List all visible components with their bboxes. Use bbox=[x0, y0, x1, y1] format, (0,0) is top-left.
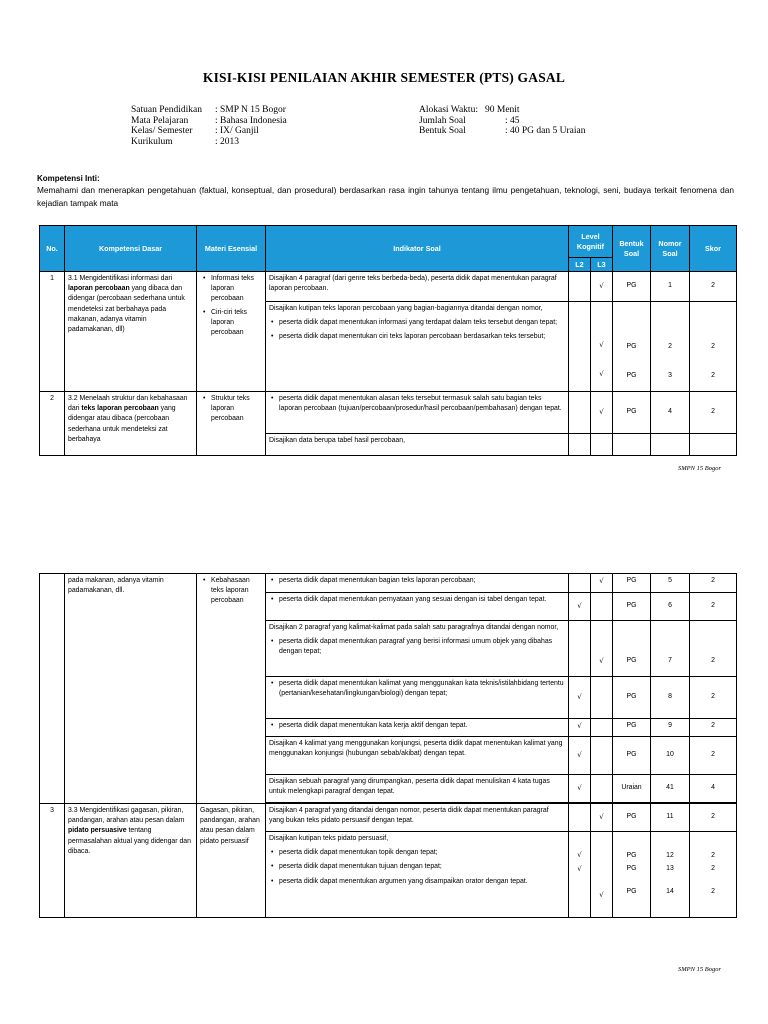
meta-value: 90 Menit bbox=[485, 105, 520, 115]
materi-cell: • Kebahasaan teks laporan percobaan bbox=[197, 574, 266, 804]
bentuk-cell: PG PG bbox=[613, 302, 651, 392]
meta-value: : 40 PG dan 5 Uraian bbox=[505, 126, 586, 137]
nomor-cell: 9 bbox=[651, 719, 690, 737]
check-mark: √ bbox=[569, 677, 591, 719]
bentuk-cell: PG bbox=[613, 804, 651, 832]
meta-label: Satuan Pendidikan bbox=[131, 105, 202, 115]
nomor-cell: 4 bbox=[651, 392, 690, 434]
indikator-cell: • peserta didik dapat menentukan bagian teks laporan percobaan; bbox=[266, 574, 569, 593]
bentuk-cell: PG bbox=[613, 593, 651, 621]
check-mark: √ √ bbox=[569, 832, 591, 918]
skor-cell: 2 bbox=[690, 392, 737, 434]
school-info-left bbox=[131, 105, 287, 147]
nomor-cell: 12 13 14 bbox=[651, 832, 690, 918]
skor-cell: 2 bbox=[690, 719, 737, 737]
check-mark: √ bbox=[569, 593, 591, 621]
check-mark: √ bbox=[591, 392, 613, 434]
bentuk-cell: PG bbox=[613, 392, 651, 434]
nomor-cell: 2 3 bbox=[651, 302, 690, 392]
check-mark: √ bbox=[591, 621, 613, 677]
header-kompetensi-dasar: Kompetensi Dasar bbox=[65, 226, 197, 272]
indikator-cell: • peserta didik dapat menentukan alasan teks tersebut termasuk salah satu bagian teks laporan percobaan (tujuan/percobaan/prosedur/hasil percobaan/pembahasan) dengan tepat. bbox=[266, 392, 569, 434]
indikator-cell: Disajikan 2 paragraf yang kalimat-kalimat pada salah satu paragrafnya ditandai dengan nomor, • peserta didik dapat menentukan paragraf yang berisi informasi umum objek yang dibahas dengan tepat; bbox=[266, 621, 569, 677]
bentuk-cell: PG bbox=[613, 621, 651, 677]
page-title: KISI-KISI PENILAIAN AKHIR SEMESTER (PTS) GASAL bbox=[202, 70, 566, 85]
check-mark: √ bbox=[569, 719, 591, 737]
materi-cell bbox=[197, 272, 266, 392]
footer-page-2: SMPN 15 Bogor bbox=[678, 966, 721, 973]
header-level-kognitif: Level Kognitif bbox=[569, 226, 613, 258]
header-l3: L3 bbox=[591, 258, 613, 272]
indikator-cell: Disajikan sebuah paragraf yang dirumpangkan, peserta didik dapat menuliskan 4 kata tugas untuk melengkapi paragraf dengan tepat. bbox=[266, 775, 569, 803]
skor-cell: 2 bbox=[690, 737, 737, 775]
meta-value: : 45 bbox=[505, 115, 520, 126]
header-skor: Skor bbox=[690, 226, 737, 272]
header-indikator: Indikator Soal bbox=[266, 226, 569, 272]
nomor-cell: 11 bbox=[651, 804, 690, 832]
meta-label: Kurikulum bbox=[131, 136, 173, 147]
bentuk-cell: Uraian bbox=[613, 775, 651, 803]
skor-cell: 2 bbox=[690, 593, 737, 621]
meta-label: Bentuk Soal bbox=[419, 126, 466, 137]
materi-item: • Ciri-ciri teks laporan percobaan bbox=[211, 308, 262, 339]
check-mark: √ bbox=[591, 574, 613, 593]
skor-cell: 4 bbox=[690, 775, 737, 803]
check-mark: √ bbox=[569, 737, 591, 775]
nomor-cell: 1 bbox=[651, 272, 690, 302]
materi-item: • Informasi teks laporan percobaan bbox=[211, 274, 262, 305]
header-no: No. bbox=[40, 226, 65, 272]
meta-label: Kelas/ Semester bbox=[131, 126, 193, 137]
indikator-cell: Disajikan data berupa tabel hasil percobaan, bbox=[266, 434, 569, 456]
kd-cell: 3.3 Mengidentifikasi gagasan, pikiran, pandangan, arahan atau pesan dalam pidato persuasive tentang permasalahan aktual yang didengar dan dibaca. bbox=[65, 804, 197, 918]
check-mark: √ bbox=[591, 804, 613, 832]
check-mark: √ bbox=[591, 832, 613, 918]
indikator-cell: Disajikan 4 kalimat yang menggunakan konjungsi, peserta didik dapat menentukan kalimat yang menggunakan konjungsi (hubungan sebab/akibat) dengan tepat. bbox=[266, 737, 569, 775]
skor-cell: 2 bbox=[690, 804, 737, 832]
header-l2: L2 bbox=[569, 258, 591, 272]
bentuk-cell: PG bbox=[613, 719, 651, 737]
meta-value: : 2013 bbox=[215, 136, 240, 147]
bentuk-cell: PG bbox=[613, 574, 651, 593]
skor-cell: 2 2 2 bbox=[690, 832, 737, 918]
meta-label: Jumlah Soal bbox=[419, 115, 466, 126]
nomor-cell: 8 bbox=[651, 677, 690, 719]
meta-value: : Bahasa Indonesia bbox=[215, 115, 287, 126]
header-bentuk-soal: Bentuk Soal bbox=[613, 226, 651, 272]
kd-cell: 3.1 Mengidentifikasi informasi dari laporan percobaan yang dibaca dan didengar (percobaan sederhana untuk mendeteksi zat berbahaya pada makanan, adanya vitamin padamakanan, dll) bbox=[65, 272, 197, 392]
indikator-cell: • peserta didik dapat menentukan pernyataan yang sesuai dengan isi tabel dengan tepat. bbox=[266, 593, 569, 621]
bentuk-cell: PG bbox=[613, 272, 651, 302]
school-info-right bbox=[419, 105, 585, 137]
row-number: 1 bbox=[40, 272, 65, 392]
check-mark: √ bbox=[591, 272, 613, 302]
indikator-cell: Disajikan 4 paragraf yang ditandai dengan nomor, peserta didik dapat menentukan paragraf yang bukan teks pidato persuasif dengan tepat. bbox=[266, 804, 569, 832]
nomor-cell: 41 bbox=[651, 775, 690, 803]
meta-label: Alokasi Waktu: bbox=[419, 105, 478, 115]
check-mark: √ bbox=[569, 775, 591, 803]
materi-cell: Gagasan, pikiran, pandangan, arahan atau pesan dalam pidato persuasif bbox=[197, 804, 266, 918]
kompetensi-inti-label: Kompetensi Inti: bbox=[37, 174, 100, 183]
bentuk-cell: PG PG PG bbox=[613, 832, 651, 918]
nomor-cell: 10 bbox=[651, 737, 690, 775]
kisi-table-page-1 bbox=[39, 225, 737, 456]
indikator-cell: • peserta didik dapat menentukan kata kerja aktif dengan tepat. bbox=[266, 719, 569, 737]
indikator-cell: Disajikan kutipan teks pidato persuasif, • peserta didik dapat menentukan topik dengan tepat; • peserta didik dapat menentukan tujuan dengan tepat; • peserta didik dapat menentukan argumen yang disampaikan orator dengan tepat. bbox=[266, 832, 569, 918]
kd-cell: 3.2 Menelaah struktur dan kebahasaan dari teks laporan percobaan yang didengar atau dibaca (percobaan sederhana untuk mendeteksi zat berbahaya bbox=[65, 392, 197, 456]
nomor-cell: 6 bbox=[651, 593, 690, 621]
nomor-cell: 7 bbox=[651, 621, 690, 677]
check-mark: √ √ bbox=[591, 302, 613, 392]
meta-value: : SMP N 15 Bogor bbox=[215, 105, 286, 115]
row-number: 3 bbox=[40, 804, 65, 918]
footer-page-1: SMPN 15 Bogor bbox=[678, 465, 721, 472]
kisi-table-page-2 bbox=[39, 573, 737, 918]
kd-cell: pada makanan, adanya vitamin padamakanan, dll. bbox=[65, 574, 197, 804]
meta-label: Mata Pelajaran bbox=[131, 115, 189, 126]
skor-cell: 2 2 bbox=[690, 302, 737, 392]
header-materi: Materi Esensial bbox=[197, 226, 266, 272]
nomor-cell: 5 bbox=[651, 574, 690, 593]
skor-cell: 2 bbox=[690, 272, 737, 302]
bentuk-cell: PG bbox=[613, 737, 651, 775]
skor-cell: 2 bbox=[690, 574, 737, 593]
indikator-cell: Disajikan 4 paragraf (dari genre teks berbeda-beda), peserta didik dapat menentukan paragraf laporan percobaan. bbox=[266, 272, 569, 302]
kompetensi-inti-text: Memahami dan menerapkan pengetahuan (faktual, konseptual, dan prosedural) berdasarkan rasa ingin tahunya tentang ilmu pengetahuan, teknologi, seni, budaya terkait fenomena dan kejadian tampak mata bbox=[37, 185, 734, 208]
bentuk-cell: PG bbox=[613, 677, 651, 719]
skor-cell: 2 bbox=[690, 677, 737, 719]
skor-cell: 2 bbox=[690, 621, 737, 677]
materi-cell: • Struktur teks laporan percobaan bbox=[197, 392, 266, 456]
indikator-cell: • peserta didik dapat menentukan kalimat yang menggunakan kata teknis/istilahbidang tertentu (pertanian/kesehatan/lingkungan/biologi) dengan tepat; bbox=[266, 677, 569, 719]
header-nomor-soal: Nomor Soal bbox=[651, 226, 690, 272]
row-number: 2 bbox=[40, 392, 65, 456]
meta-value: : IX/ Ganjil bbox=[215, 126, 259, 137]
indikator-cell: Disajikan kutipan teks laporan percobaan yang bagian-bagiannya ditandai dengan nomor, • peserta didik dapat menentukan informasi yang terdapat dalam teks tersebut dengan tepat; • peserta didik dapat menentukan ciri teks laporan percobaan berdasarkan teks tersebut; bbox=[266, 302, 569, 392]
